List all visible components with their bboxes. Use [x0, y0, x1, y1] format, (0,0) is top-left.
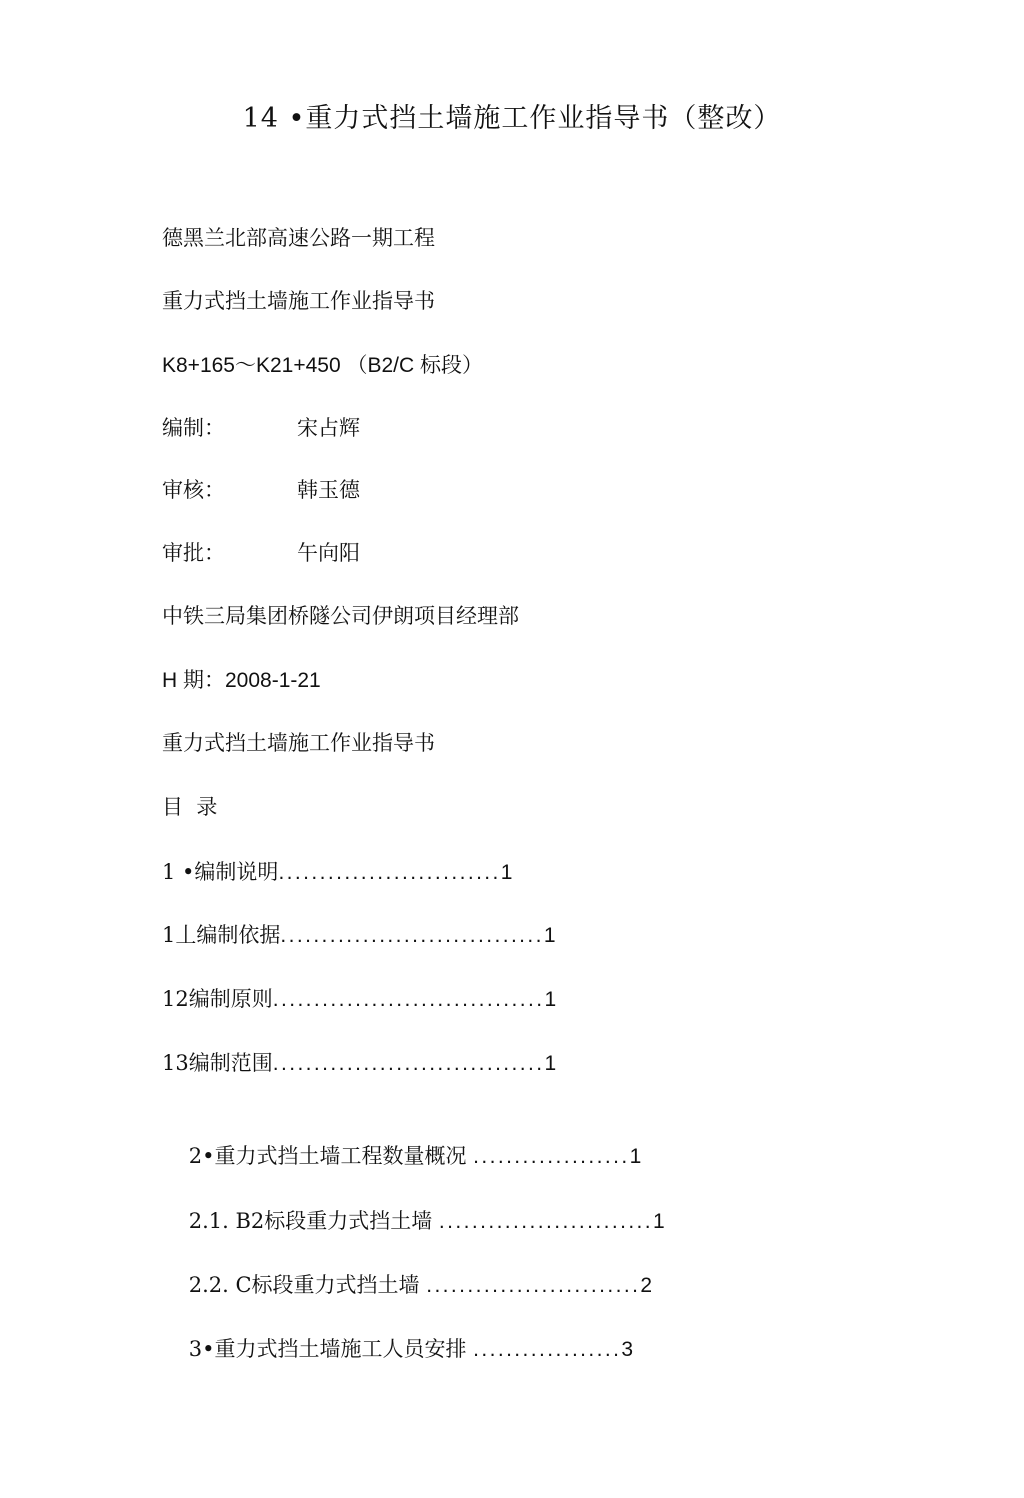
toc-item-leader: ...................	[473, 1145, 630, 1168]
toc-item-label: 1 •编制说明	[162, 860, 279, 884]
reviewed-by-label: 审核：	[162, 478, 225, 502]
toc-item-label: 2•重力式挡土墙工程数量概况	[188, 1144, 474, 1168]
toc-item-leader: ..........................	[438, 1210, 654, 1233]
toc-item-label: 2.1. B2标段重力式挡土墙	[188, 1209, 439, 1233]
toc-item-leader: .................................	[272, 1052, 545, 1075]
toc-item-label: 12编制原则	[162, 987, 273, 1011]
approved-by-value: 午向阳	[297, 541, 360, 565]
toc-item-leader: ..................	[473, 1338, 622, 1361]
compiled-by-value: 宋占辉	[297, 416, 360, 440]
toc-heading: 目 录	[162, 795, 218, 819]
compiled-by-row	[162, 414, 360, 442]
organization-name: 中铁三局集团桥隧公司伊朗项目经理部	[162, 604, 519, 628]
toc-item-leader: ................................	[280, 924, 544, 947]
toc-item-label: 3•重力式挡土墙施工人员安排	[188, 1337, 474, 1361]
toc-item-page: 1	[544, 1052, 557, 1075]
toc-item[interactable]	[162, 1049, 556, 1078]
toc-item-page: 3	[621, 1338, 634, 1361]
compiled-by-label: 编制：	[162, 416, 225, 440]
document-name: 重力式挡土墙施工作业指导书	[162, 289, 435, 313]
toc-item-leader: ...........................	[278, 861, 501, 884]
toc-item-page: 1	[629, 1145, 642, 1168]
document-date: H 期：2008-1-21	[162, 669, 321, 692]
approved-by-row	[162, 539, 360, 567]
toc-item-page: 1	[653, 1210, 665, 1233]
document-name-repeat: 重力式挡土墙施工作业指导书	[162, 731, 435, 755]
reviewed-by-value: 韩玉德	[297, 478, 360, 502]
toc-item-page: 1	[543, 924, 556, 947]
toc-item-label: 2.2. C标段重力式挡土墙	[188, 1273, 427, 1297]
toc-item-label: 13编制范围	[162, 1051, 273, 1075]
reviewed-by-row	[162, 476, 360, 504]
toc-item-page: 2	[640, 1274, 652, 1297]
toc-item-leader: .................................	[272, 988, 545, 1011]
approved-by-label: 审批：	[162, 541, 225, 565]
toc-item[interactable]	[162, 858, 512, 887]
toc-item-label: 1丄编制依据	[162, 923, 281, 947]
document-title: 14 •重力式挡土墙施工作业指导书（整改）	[242, 103, 782, 134]
toc-item[interactable]	[162, 921, 556, 950]
toc-item-page: 1	[500, 861, 513, 884]
toc-item-leader: ..........................	[426, 1274, 641, 1297]
toc-item[interactable]	[162, 985, 556, 1014]
toc-item[interactable]	[162, 1307, 633, 1392]
section-range: K8+165〜K21+450 （B2/C 标段）	[162, 354, 484, 377]
project-name: 德黑兰北部高速公路一期工程	[162, 226, 435, 250]
toc-item-page: 1	[544, 988, 557, 1011]
